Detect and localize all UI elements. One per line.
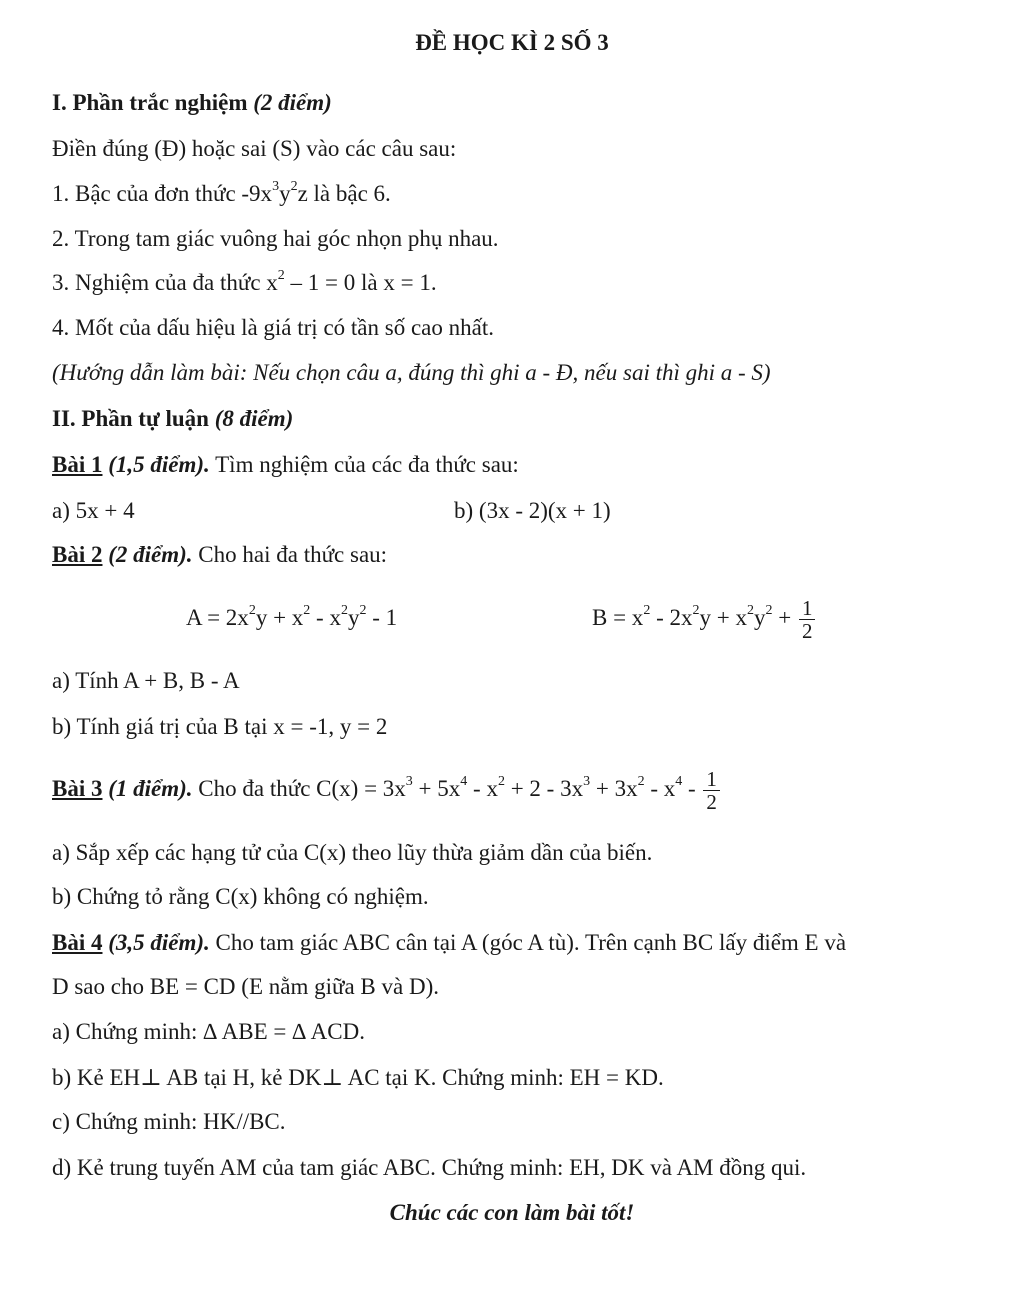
bai2-b: b) Tính giá trị của B tại x = -1, y = 2 xyxy=(52,714,388,739)
part2-heading xyxy=(52,404,293,434)
bai1-header xyxy=(52,450,519,480)
bai2-header xyxy=(52,540,387,570)
bai4-text2: D sao cho BE = CD (E nằm giữa B và D). xyxy=(52,974,439,999)
q1-suffix: z là bậc 6. xyxy=(297,181,391,206)
bai2-a: a) Tính A + B, B - A xyxy=(52,668,240,693)
part1-points: (2 điểm) xyxy=(253,90,332,115)
page-title: ĐỀ HỌC KÌ 2 SỐ 3 xyxy=(415,30,609,55)
part2-points: (8 điểm) xyxy=(214,406,294,431)
q1-prefix: 1. Bậc của đơn thức -9x xyxy=(52,181,273,206)
q3-suffix: – 1 = 0 là x = 1. xyxy=(284,270,437,295)
bai1-text: Tìm nghiệm của các đa thức sau: xyxy=(209,452,519,477)
bai3-points: (1 điểm). xyxy=(108,776,193,801)
bai3-header: Bài 3 (1 điểm). Cho đa thức $C(x) = 3x^3 + 5x^4 - x^2 + 2 - 3x^3 + 3x^2 - x^4$ - $\frac{1}{2}$ xyxy=(52,761,722,817)
bai2-label: Bài 2 xyxy=(52,542,103,567)
closing-message: Chúc các con làm bài tốt! xyxy=(389,1200,635,1225)
bai4-d: d) Kẻ trung tuyến AM của tam giác ABC. Chứng minh: EH, DK và AM đồng qui. xyxy=(52,1155,807,1180)
bai1-label: Bài 1 xyxy=(52,452,103,477)
fraction-one-half: $\frac{1}{2}$ xyxy=(703,768,720,813)
bai2-text: Cho hai đa thức sau: xyxy=(192,542,388,567)
part1-instruction: Điền đúng (Đ) hoặc sai (S) vào các câu sau: xyxy=(52,136,457,161)
bai3-label: Bài 3 xyxy=(52,776,103,801)
question-3: 3. Nghiệm của đa thức $x^2 - 1 = 0$ là x = 1. xyxy=(52,268,437,295)
bai4-points: (3,5 điểm). xyxy=(108,930,210,955)
bai1-a: a) 5x + 4 xyxy=(52,498,135,523)
part1-heading xyxy=(52,88,332,118)
bai1-points: (1,5 điểm). xyxy=(108,452,210,477)
q3-prefix: 3. Nghiệm của đa thức x xyxy=(52,270,278,295)
part2-heading-text: II. Phần tự luận xyxy=(52,406,209,431)
bai4-a: a) Chứng minh: ∆ ABE = ∆ ACD. xyxy=(52,1019,365,1044)
polynomial-a: $A = 2x^2y + x^2 - x^2y^2 - 1$ xyxy=(186,603,398,630)
part1-guide: (Hướng dẫn làm bài: Nếu chọn câu a, đúng thì ghi a - Đ, nếu sai thì ghi a - S) xyxy=(52,360,771,385)
question-2: 2. Trong tam giác vuông hai góc nhọn phụ nhau. xyxy=(52,226,499,251)
bai3-b: b) Chứng tỏ rằng C(x) không có nghiệm. xyxy=(52,884,429,909)
bai3-a: a) Sắp xếp các hạng tử của C(x) theo lũy thừa giảm dần của biến. xyxy=(52,840,653,865)
bai4-label: Bài 4 xyxy=(52,930,103,955)
bai3-text: Cho đa thức C(x) = 3x xyxy=(192,776,406,801)
bai2-points: (2 điểm). xyxy=(108,542,193,567)
question-1: 1. Bậc của đơn thức $-9x^3y^2z$ là bậc 6. xyxy=(52,179,391,206)
bai4-header xyxy=(52,928,846,958)
bai4-b: b) Kẻ EH⊥ AB tại H, kẻ DK⊥ AC tại K. Chứng minh: EH = KD. xyxy=(52,1065,664,1090)
bai1-b: b) (3x - 2)(x + 1) xyxy=(454,498,611,523)
bai4-text: Cho tam giác ABC cân tại A (góc A tù). Trên cạnh BC lấy điểm E và xyxy=(209,930,847,955)
part1-heading-text: I. Phần trắc nghiệm xyxy=(52,90,248,115)
polynomial-b: $B = x^2 - 2x^2y + x^2y^2$ + $\frac{1}{2}$ xyxy=(592,590,817,646)
bai4-c: c) Chứng minh: HK//BC. xyxy=(52,1109,286,1134)
question-4: 4. Mốt của dấu hiệu là giá trị có tần số cao nhất. xyxy=(52,315,494,340)
fraction-one-half: $\frac{1}{2}$ xyxy=(799,597,816,642)
